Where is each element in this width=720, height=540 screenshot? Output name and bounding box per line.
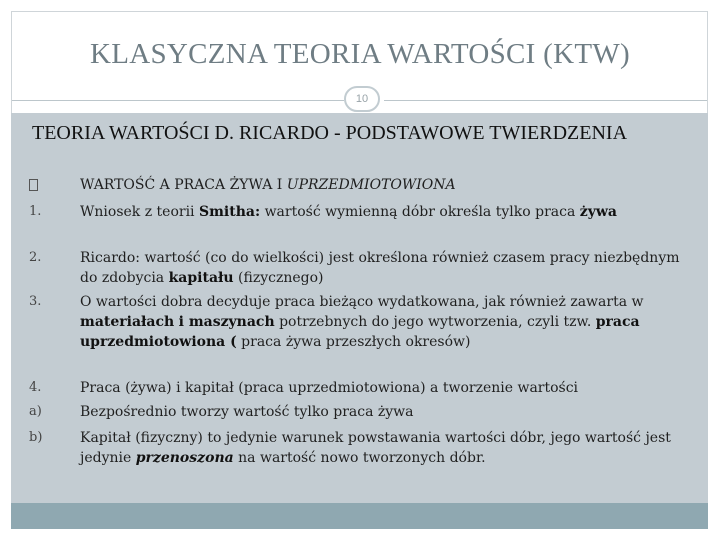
item-text: Wniosek z teorii xyxy=(80,204,199,220)
item-text-bold: i maszynach xyxy=(178,314,275,330)
footer-bar xyxy=(11,503,708,529)
item-text: Bezpośrednio tworzy wartość tylko praca żywa xyxy=(80,404,414,420)
slide-title: KLASYCZNA TEORIA WARTOŚCI (KTW) xyxy=(89,38,631,70)
item-text: na wartość nowo tworzonych dóbr. xyxy=(233,450,486,466)
checkbox-icon xyxy=(29,175,38,198)
item-text-bold: materiałach xyxy=(80,314,175,330)
item-text: potrzebnych do jego wytworzenia, czyli tzw. xyxy=(274,314,596,330)
item-text: Praca (żywa) i kapitał (praca uprzedmiotowiona) a tworzenie wartości xyxy=(80,380,579,396)
item-text: (fizycznego) xyxy=(233,270,324,286)
item-text: O wartości dobra decyduje praca bieżąco wydatkowana, jak również zawarta w xyxy=(80,294,644,310)
list-marker: b) xyxy=(29,430,43,445)
title-divider-right xyxy=(384,100,707,101)
content-panel xyxy=(11,113,708,503)
item-text: WARTOŚĆ A PRACA ŻYWA I xyxy=(80,177,287,193)
list-marker: 1. xyxy=(29,204,42,219)
item-text: wartość wymienną dóbr określa tylko praca xyxy=(260,204,580,220)
list-marker: a) xyxy=(29,404,42,419)
item-text-bold: kapitału xyxy=(168,270,234,286)
item-text: Ricardo: wartość (co do wielkości) jest określona również czasem pracy niezbędnym do zdobycia xyxy=(80,250,680,286)
title-divider-left xyxy=(12,100,344,101)
list-marker: 3. xyxy=(29,294,42,309)
list-marker: 2. xyxy=(29,250,42,265)
section-heading: TEORIA WARTOŚCI D. RICARDO - PODSTAWOWE TWIERDZENIA xyxy=(32,122,628,144)
item-text-bold-italic: przenoszona xyxy=(135,450,234,466)
item-text: Kapitał (fizyczny) to jedynie warunek powstawania wartości dóbr, jego wartość jest jedynie xyxy=(80,430,671,466)
item-text-italic: UPRZEDMIOTOWIONA xyxy=(286,177,456,193)
item-text: praca żywa przeszłych okresów) xyxy=(236,334,471,350)
item-text-bold: żywa xyxy=(579,204,617,220)
item-text-bold: Smitha: xyxy=(198,204,261,220)
item-text-bold: praca uprzedmiotowiona ( xyxy=(80,314,640,350)
page-number-badge: 10 xyxy=(344,86,380,112)
list-marker: 4. xyxy=(29,380,42,395)
